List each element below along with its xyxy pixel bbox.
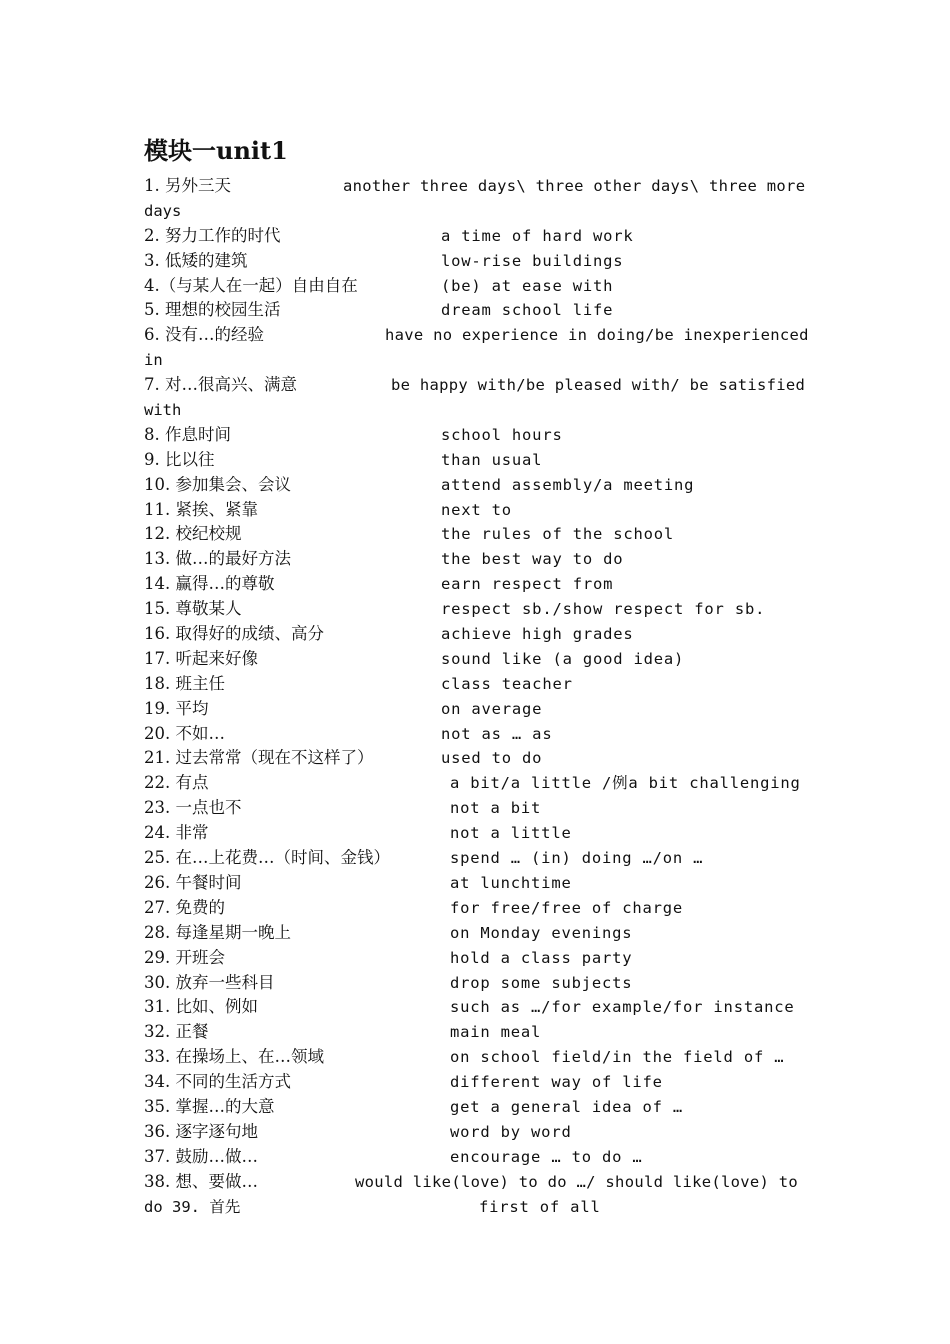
english-phrase: attend assembly/a meeting [441, 475, 695, 494]
english-phrase: next to [441, 500, 512, 519]
english-phrase: sound like (a good idea) [441, 649, 685, 668]
english-phrase: low-rise buildings [441, 251, 624, 270]
list-item [144, 697, 814, 722]
list-item-continuation [144, 398, 814, 423]
english-phrase: (be) at ease with [441, 276, 614, 295]
list-item-continuation [144, 1195, 814, 1220]
list-item [144, 622, 814, 647]
chinese-term: 32. 正餐 [144, 1022, 209, 1042]
english-phrase: be happy with/be pleased with/ be satisfied [391, 376, 806, 395]
list-item [144, 423, 814, 448]
wrapped-text: days [144, 201, 182, 220]
english-phrase: would like(love) to do …/ should like(love) to [355, 1172, 799, 1191]
english-phrase: word by word [450, 1122, 572, 1141]
chinese-term: 30. 放弃一些科目 [144, 972, 275, 992]
english-phrase: spend … (in) doing …/on … [450, 849, 704, 868]
chinese-term: 9. 比以往 [144, 449, 215, 469]
english-phrase: different way of life [450, 1073, 663, 1092]
list-item [144, 224, 814, 249]
english-phrase: the best way to do [441, 550, 624, 569]
list-item [144, 771, 814, 796]
english-phrase: not a little [450, 824, 572, 843]
list-item [144, 1120, 814, 1145]
wrapped-text: in [144, 351, 163, 370]
document-title: 模块一unit1 [144, 136, 288, 165]
english-phrase: at lunchtime [450, 873, 572, 892]
list-item [144, 498, 814, 523]
list-item [144, 971, 814, 996]
chinese-term: 12. 校纪校规 [144, 524, 242, 544]
list-item [144, 722, 814, 747]
chinese-term: 7. 对…很高兴、满意 [144, 375, 297, 395]
list-item [144, 995, 814, 1020]
wrapped-text: with [144, 401, 182, 420]
english-phrase: drop some subjects [450, 973, 633, 992]
list-item-continuation [144, 348, 814, 373]
chinese-term: 11. 紧挨、紧靠 [144, 499, 258, 519]
chinese-term: 26. 午餐时间 [144, 872, 242, 892]
chinese-term: 25. 在…上花费…（时间、金钱） [144, 848, 390, 868]
list-item [144, 522, 814, 547]
list-item [144, 746, 814, 771]
english-phrase: respect sb./show respect for sb. [441, 600, 766, 619]
chinese-term: 29. 开班会 [144, 947, 225, 967]
chinese-term: 31. 比如、例如 [144, 997, 258, 1017]
chinese-term: 18. 班主任 [144, 673, 225, 693]
document-page [144, 136, 814, 1219]
english-phrase: main meal [450, 1023, 542, 1042]
chinese-term: 21. 过去常常（现在不这样了） [144, 748, 374, 768]
english-phrase: used to do [441, 749, 543, 768]
english-phrase: hold a class party [450, 948, 633, 967]
chinese-term: 20. 不如… [144, 723, 225, 743]
list-item [144, 1020, 814, 1045]
english-phrase: class teacher [441, 674, 573, 693]
english-phrase: dream school life [441, 301, 614, 320]
chinese-term: 13. 做…的最好方法 [144, 549, 291, 569]
chinese-term: 33. 在操场上、在…领域 [144, 1047, 324, 1067]
english-phrase: the rules of the school [441, 525, 675, 544]
chinese-term: 22. 有点 [144, 773, 209, 793]
chinese-term: 5. 理想的校园生活 [144, 300, 281, 320]
list-item [144, 921, 814, 946]
english-phrase: a bit/a little /例a bit challenging [450, 774, 801, 793]
chinese-term: 37. 鼓励…做… [144, 1146, 258, 1166]
english-phrase: encourage … to do … [450, 1147, 643, 1166]
english-phrase: on Monday evenings [450, 923, 633, 942]
english-phrase: achieve high grades [441, 625, 634, 644]
wrapped-text: do 39. 首先 [144, 1197, 241, 1216]
list-item [144, 946, 814, 971]
chinese-term: 1. 另外三天 [144, 176, 231, 195]
chinese-term: 38. 想、要做… [144, 1171, 258, 1191]
chinese-term: 27. 免费的 [144, 897, 225, 917]
chinese-term: 24. 非常 [144, 823, 209, 843]
list-item [144, 373, 814, 398]
list-item [144, 274, 814, 299]
chinese-term: 10. 参加集会、会议 [144, 474, 291, 494]
chinese-term: 4.（与某人在一起）自由自在 [144, 275, 358, 295]
chinese-term: 23. 一点也不 [144, 798, 242, 818]
chinese-term: 28. 每逢星期一晚上 [144, 922, 291, 942]
english-phrase: get a general idea of … [450, 1097, 684, 1116]
chinese-term: 14. 赢得…的尊敬 [144, 574, 275, 594]
english-phrase: not a bit [450, 799, 542, 818]
chinese-term: 34. 不同的生活方式 [144, 1072, 291, 1092]
chinese-term: 6. 没有…的经验 [144, 325, 264, 345]
chinese-term: 36. 逐字逐句地 [144, 1121, 258, 1141]
chinese-term: 17. 听起来好像 [144, 648, 258, 668]
list-item [144, 896, 814, 921]
list-item [144, 1170, 814, 1195]
list-item [144, 249, 814, 274]
chinese-term: 2. 努力工作的时代 [144, 225, 281, 245]
english-phrase: for free/free of charge [450, 898, 684, 917]
list-item [144, 547, 814, 572]
chinese-term: 8. 作息时间 [144, 424, 231, 444]
english-phrase: on average [441, 699, 543, 718]
list-item [144, 448, 814, 473]
english-phrase: a time of hard work [441, 226, 634, 245]
list-item [144, 672, 814, 697]
chinese-term: 35. 掌握…的大意 [144, 1096, 275, 1116]
list-item [144, 323, 814, 348]
chinese-term: 19. 平均 [144, 698, 209, 718]
chinese-term: 16. 取得好的成绩、高分 [144, 624, 324, 644]
english-phrase: not as … as [441, 724, 553, 743]
list-item [144, 298, 814, 323]
list-item [144, 1095, 814, 1120]
english-phrase: first of all [479, 1197, 601, 1216]
list-item [144, 174, 814, 199]
chinese-term: 15. 尊敬某人 [144, 599, 242, 619]
english-phrase: earn respect from [441, 575, 614, 594]
english-phrase: school hours [441, 425, 563, 444]
list-item [144, 821, 814, 846]
english-phrase: another three days\ three other days\ three more [343, 177, 806, 195]
english-phrase: than usual [441, 450, 543, 469]
list-item [144, 1070, 814, 1095]
list-item [144, 1045, 814, 1070]
english-phrase: have no experience in doing/be inexperienced [385, 326, 809, 345]
vocabulary-list [144, 174, 814, 1219]
list-item [144, 647, 814, 672]
list-item [144, 597, 814, 622]
list-item-continuation [144, 199, 814, 224]
english-phrase: on school field/in the field of … [450, 1048, 785, 1067]
list-item [144, 1145, 814, 1170]
list-item [144, 796, 814, 821]
list-item [144, 572, 814, 597]
list-item [144, 473, 814, 498]
english-phrase: such as …/for example/for instance [450, 998, 795, 1017]
list-item [144, 871, 814, 896]
list-item [144, 846, 814, 871]
chinese-term: 3. 低矮的建筑 [144, 250, 248, 270]
